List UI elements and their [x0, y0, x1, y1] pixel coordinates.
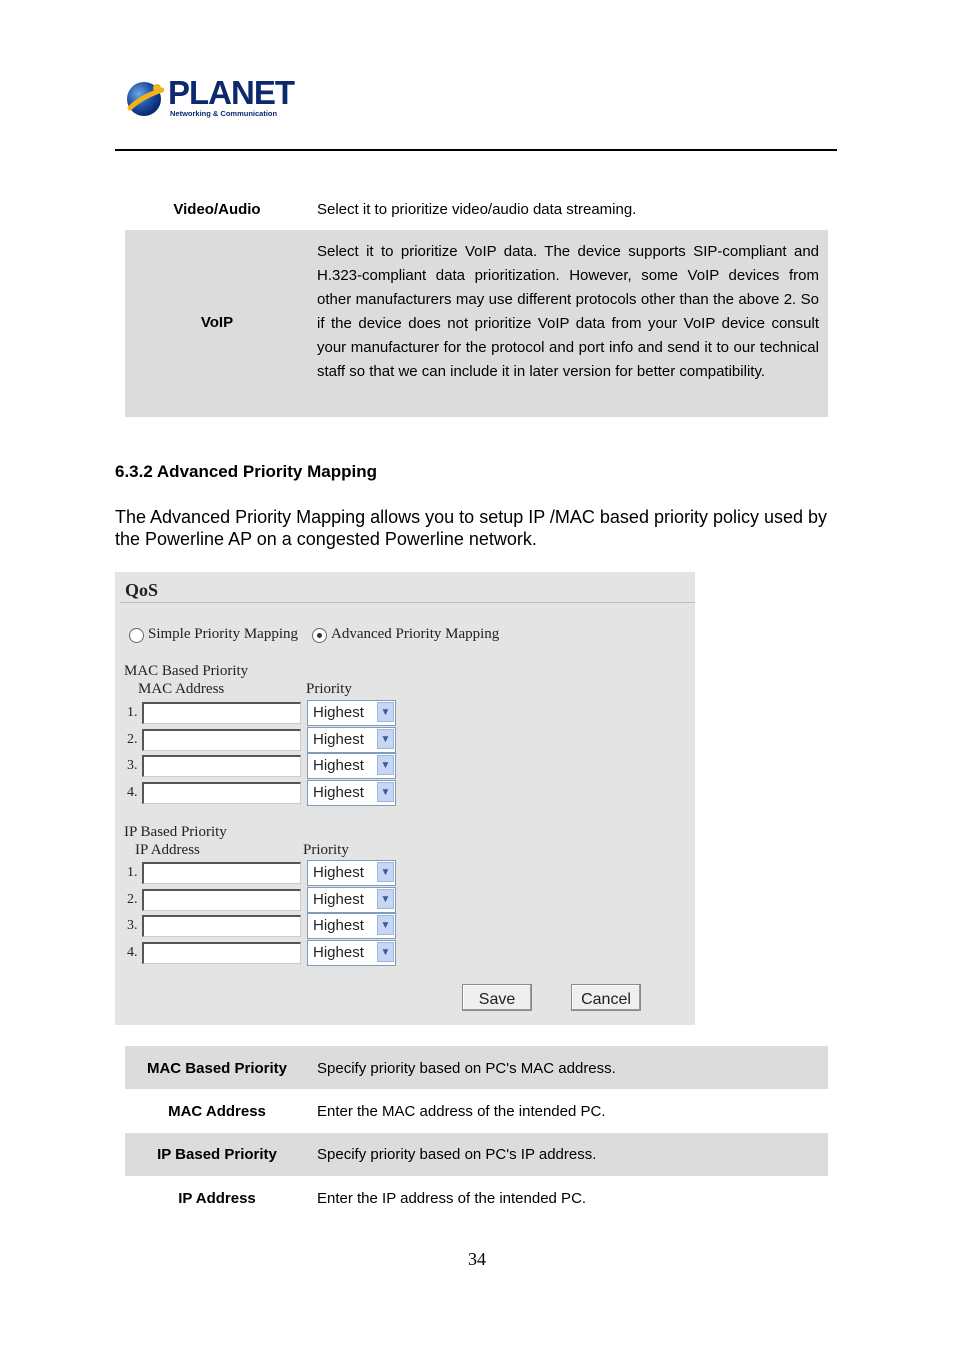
mac-priority-select-1[interactable] [307, 700, 396, 726]
chevron-down-icon[interactable]: ▼ [377, 782, 394, 802]
header-divider [115, 149, 837, 151]
select-value: Highest [313, 757, 364, 774]
simple-mapping-radio[interactable] [129, 628, 144, 643]
ip-priority-select-3[interactable] [307, 913, 396, 939]
row-term: Video/Audio [173, 201, 261, 218]
row-number: 4. [127, 785, 138, 800]
row-term: MAC Based Priority [146, 1060, 288, 1077]
select-value: Highest [313, 891, 364, 908]
save-button[interactable]: Save [462, 984, 532, 1011]
mac-section-label: MAC Based Priority [124, 663, 249, 679]
chevron-down-icon[interactable]: ▼ [377, 942, 394, 962]
row-definition: Specify priority based on PC's MAC address. [317, 1060, 616, 1077]
select-value: Highest [313, 864, 364, 881]
row-definition: Select it to prioritize VoIP data. The device supports SIP-compliant and H.323-compliant data prioritization. However, some VoIP devices from other manufacturers may use different protocols other than the above 2. So if the device does not prioritize VoIP data from your VoIP device consult your manufacturer for the protocol and port info and send it to our technical staff so that we can include it in later version for better compatibility. [317, 243, 819, 380]
chevron-down-icon[interactable]: ▼ [377, 702, 394, 722]
row-term: MAC Address [168, 1103, 266, 1120]
intro-paragraph: The Advanced Priority Mapping allows you to setup IP /MAC based priority policy used by the Powerline AP on a congested Powerline network. [115, 507, 828, 549]
table-row [125, 230, 828, 417]
priority-column-header: Priority [303, 842, 349, 858]
chevron-down-icon[interactable]: ▼ [377, 889, 394, 909]
cancel-button[interactable]: Cancel [571, 984, 641, 1011]
page-number: 34 [468, 1249, 486, 1269]
ip-address-input-3[interactable] [142, 915, 301, 937]
section-heading: 6.3.2 Advanced Priority Mapping [115, 462, 377, 481]
qos-title: QoS [125, 580, 159, 600]
ip-address-input-1[interactable] [142, 862, 301, 884]
row-definition: Select it to prioritize video/audio data streaming. [317, 201, 637, 218]
table-row [125, 1133, 828, 1176]
mac-priority-select-2[interactable] [307, 727, 396, 753]
row-term: IP Address [178, 1190, 256, 1207]
qos-panel [115, 572, 695, 1025]
chevron-down-icon[interactable]: ▼ [377, 755, 394, 775]
ip-priority-select-4[interactable] [307, 940, 396, 966]
advanced-mapping-radio[interactable] [312, 628, 327, 643]
chevron-down-icon[interactable]: ▼ [377, 915, 394, 935]
mac-priority-select-4[interactable] [307, 780, 396, 806]
select-value: Highest [313, 944, 364, 961]
row-term: VoIP [200, 314, 234, 331]
select-value: Highest [313, 784, 364, 801]
mac-address-input-2[interactable] [142, 729, 301, 751]
ip-priority-select-1[interactable] [307, 860, 396, 886]
row-term: IP Based Priority [157, 1146, 277, 1163]
row-number: 1. [127, 705, 138, 720]
mac-address-input-4[interactable] [142, 782, 301, 804]
row-number: 4. [127, 945, 138, 960]
row-number: 3. [127, 918, 138, 933]
ip-section-label: IP Based Priority [124, 824, 227, 840]
mac-priority-select-3[interactable] [307, 753, 396, 779]
row-definition: Enter the IP address of the intended PC. [317, 1190, 587, 1207]
select-value: Highest [313, 917, 364, 934]
ip-priority-select-2[interactable] [307, 887, 396, 913]
advanced-mapping-label: Advanced Priority Mapping [331, 626, 500, 642]
row-definition: Specify priority based on PC's IP address. [317, 1146, 597, 1163]
ip-address-input-2[interactable] [142, 889, 301, 911]
logo-wordmark: PLANET [168, 74, 294, 111]
table-row [125, 188, 828, 230]
qos-divider [120, 602, 695, 603]
chevron-down-icon[interactable]: ▼ [377, 729, 394, 749]
mac-column-header: MAC Address [138, 681, 225, 697]
ip-column-header: IP Address [135, 842, 200, 858]
mac-address-input-1[interactable] [142, 702, 301, 724]
ip-address-input-4[interactable] [142, 942, 301, 964]
row-number: 1. [127, 865, 138, 880]
row-definition: Enter the MAC address of the intended PC. [317, 1103, 606, 1120]
table-row [125, 1089, 828, 1133]
chevron-down-icon[interactable]: ▼ [377, 862, 394, 882]
table-row [125, 1046, 828, 1089]
row-number: 2. [127, 732, 138, 747]
table-row [125, 1176, 828, 1220]
simple-mapping-label: Simple Priority Mapping [148, 626, 298, 642]
row-number: 2. [127, 892, 138, 907]
globe-logo-icon [124, 78, 164, 118]
row-number: 3. [127, 758, 138, 773]
planet-logo [124, 74, 294, 122]
mac-address-input-3[interactable] [142, 755, 301, 777]
select-value: Highest [313, 731, 364, 748]
logo-tagline: Networking & Communication [170, 109, 278, 118]
select-value: Highest [313, 704, 364, 721]
priority-column-header: Priority [306, 681, 352, 697]
